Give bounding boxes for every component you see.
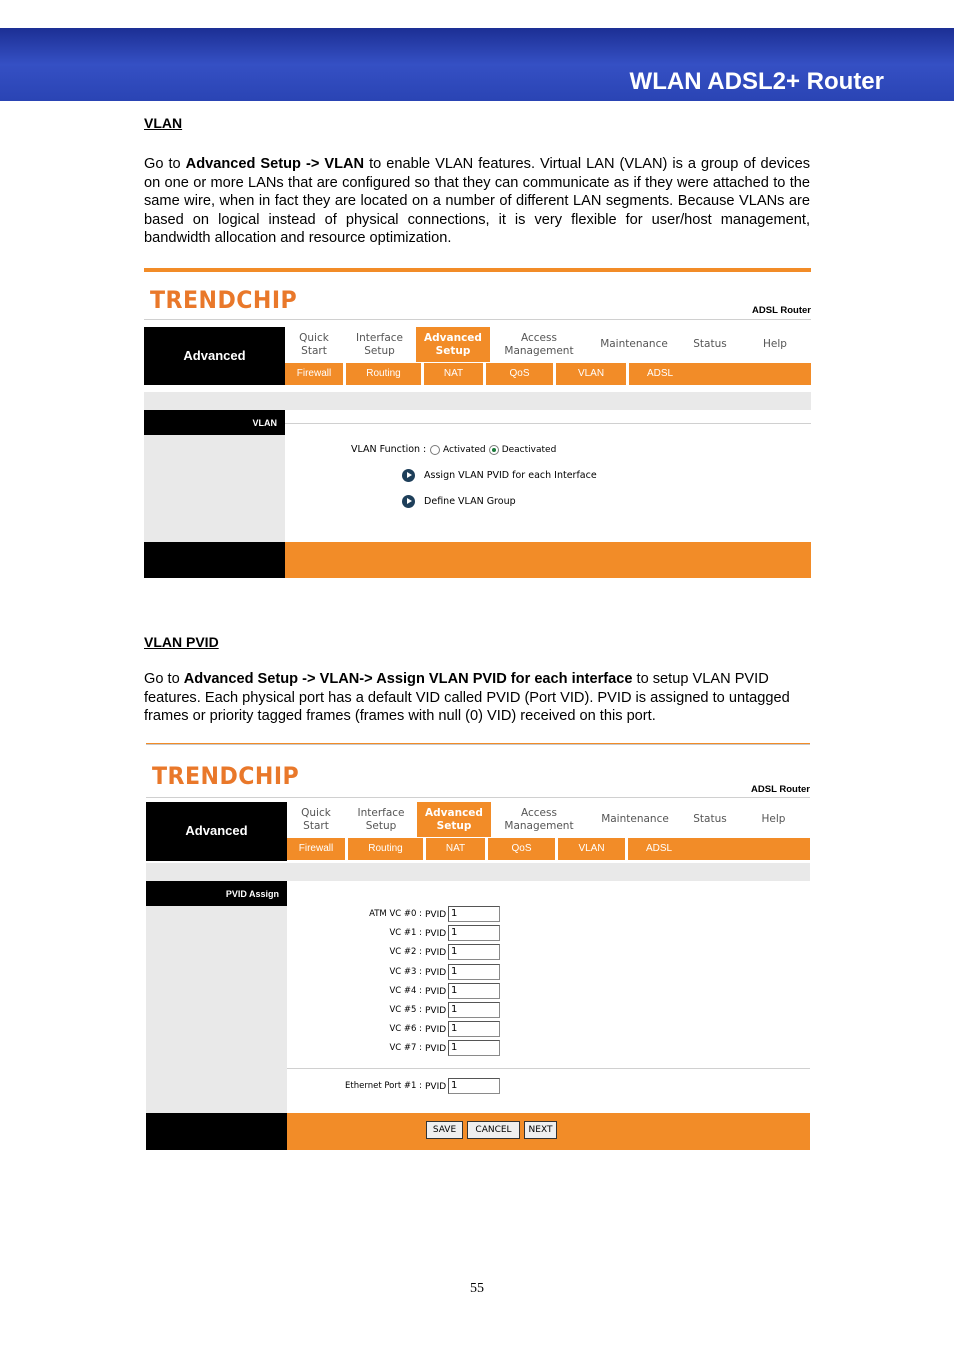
submenu-adsl[interactable]: ADSL: [645, 843, 673, 854]
pvid-label: PVID: [425, 910, 447, 920]
menu-access-management[interactable]: [490, 327, 588, 362]
sub-menu: [287, 838, 810, 860]
menu-label[interactable]: Maintenance: [601, 813, 669, 825]
orange-rule: [144, 268, 811, 272]
menu-access-management[interactable]: [491, 802, 587, 837]
vc-pvid-input[interactable]: 1: [448, 964, 500, 980]
radio-deactivated-label: Deactivated: [501, 445, 557, 455]
submenu-firewall[interactable]: Firewall: [287, 838, 348, 860]
menu-label[interactable]: Interface Setup: [355, 331, 403, 357]
orange-rule: [146, 743, 810, 745]
vc-pvid-input[interactable]: 1: [448, 944, 500, 960]
pvid-paragraph: [144, 670, 810, 726]
vlan-screenshot: [144, 268, 811, 578]
para-text: to enable VLAN features. Virtual LAN (VLAN) is a group of devices on one or more LANs that are configured so that they can communicate as if they were attached to the same wire, when in fact they are located on a number of different LAN segments. Because VLANs are based on logical instead of physical connections, it is very flexible for user/host management, bandwidth allocation and resource optimization.: [144, 156, 811, 246]
menu-maintenance[interactable]: [588, 327, 680, 362]
footer-orange: [285, 542, 811, 578]
link-assign-pvid[interactable]: [402, 469, 597, 482]
section-heading-vlan: VLAN: [144, 115, 183, 131]
submenu-routing[interactable]: Routing: [348, 838, 426, 860]
pvid-screenshot: [146, 743, 810, 1150]
pvid-label: PVID: [425, 948, 447, 959]
product-name: ADSL Router: [751, 784, 810, 795]
submenu-qos[interactable]: QoS: [486, 363, 556, 385]
menu-maintenance[interactable]: [587, 802, 683, 837]
main-menu: [285, 327, 811, 362]
vc-pvid-input[interactable]: 1: [448, 1002, 500, 1018]
menu-label[interactable]: Access Management: [504, 331, 574, 357]
submenu-vlan[interactable]: VLAN: [558, 838, 628, 860]
pvid-label: PVID: [425, 986, 447, 997]
footer-black: [146, 1113, 287, 1150]
divider: [285, 423, 811, 424]
vc-label: VC #3 :: [389, 966, 422, 977]
pvid-label: PVID: [425, 929, 447, 940]
menu-label[interactable]: Help: [761, 813, 786, 825]
menu-label[interactable]: Status: [693, 338, 727, 350]
vc-pvid-input[interactable]: 1: [448, 1040, 500, 1056]
menu-interface-setup[interactable]: [343, 327, 416, 362]
pvid-label: PVID: [425, 1025, 447, 1036]
vc-label: VC #5 :: [389, 1005, 422, 1015]
vc-pvid-input[interactable]: 1: [448, 1021, 500, 1037]
footer-black: [144, 542, 285, 578]
vc-label: ATM VC #0 :: [369, 909, 422, 919]
vc-label: VC #2 :: [389, 947, 422, 958]
cancel-button[interactable]: CANCEL: [467, 1121, 520, 1139]
vc-label: VC #4 :: [389, 985, 422, 996]
submenu-qos[interactable]: QoS: [488, 838, 558, 860]
sub-menu: [285, 363, 811, 385]
product-name: ADSL Router: [752, 305, 811, 316]
side-title: Advanced: [183, 348, 246, 363]
submenu-routing[interactable]: Routing: [346, 363, 424, 385]
submenu-vlan[interactable]: VLAN: [556, 363, 629, 385]
menu-advanced-setup[interactable]: [416, 327, 490, 362]
menu-help[interactable]: [737, 802, 810, 837]
menu-label[interactable]: Access Management: [504, 806, 574, 832]
pvid-label: PVID: [425, 967, 447, 978]
para-text: Go to: [144, 156, 186, 172]
vlan-function-label: VLAN Function :: [351, 444, 427, 455]
submenu-firewall[interactable]: Firewall: [285, 363, 346, 385]
menu-quick-start[interactable]: [287, 802, 345, 837]
vc-label: VC #7 :: [389, 1043, 422, 1054]
vlan-function-radio: [430, 444, 556, 455]
menu-label[interactable]: Quick Start: [299, 331, 329, 357]
menu-status[interactable]: [680, 327, 740, 362]
divider: [144, 319, 811, 320]
submenu-nat[interactable]: NAT: [426, 838, 488, 860]
menu-label[interactable]: Quick Start: [301, 806, 331, 832]
para-bold-path: Advanced Setup -> VLAN-> Assign VLAN PVID for each interface: [183, 671, 633, 687]
pvid-label-cell: [146, 881, 287, 906]
vc-label: VC #1 :: [389, 928, 422, 939]
trendchip-logo: TRENDCHIP: [152, 762, 300, 790]
vlan-label-cell: [144, 410, 285, 435]
section-heading-vlan-pvid: VLAN PVID: [144, 634, 219, 650]
vc-pvid-input[interactable]: 1: [448, 983, 500, 999]
vlan-paragraph: [144, 155, 810, 248]
trendchip-logo: TRENDCHIP: [150, 286, 298, 314]
pvid-assign-label: PVID Assign: [225, 889, 279, 899]
pvid-label: PVID: [425, 1082, 447, 1092]
ethernet-pvid-input[interactable]: 1: [448, 1078, 500, 1094]
arrow-right-icon: [402, 469, 415, 482]
menu-status[interactable]: [683, 802, 737, 837]
main-menu: [287, 802, 810, 837]
page-banner: [0, 28, 954, 101]
divider: [146, 797, 810, 798]
menu-label[interactable]: Help: [763, 338, 787, 350]
save-button[interactable]: SAVE: [426, 1121, 463, 1139]
banner-title: WLAN ADSL2+ Router: [629, 68, 884, 95]
menu-label[interactable]: Advanced Setup: [424, 331, 482, 357]
radio-activated[interactable]: [430, 445, 440, 455]
vc-pvid-input[interactable]: 1: [448, 906, 500, 922]
pvid-label: PVID: [425, 1044, 447, 1055]
side-title: Advanced: [185, 823, 248, 838]
menu-label[interactable]: Advanced Setup: [425, 806, 483, 832]
menu-label[interactable]: Interface Setup: [357, 806, 405, 832]
arrow-right-icon: [402, 495, 415, 508]
menu-label[interactable]: Status: [693, 813, 727, 825]
link-assign-pvid-label[interactable]: Assign VLAN PVID for each Interface: [424, 470, 597, 481]
menu-advanced-setup[interactable]: [417, 802, 491, 837]
para-text: Go to: [144, 671, 184, 687]
menu-label[interactable]: Maintenance: [600, 338, 668, 350]
menu-interface-setup[interactable]: [345, 802, 417, 837]
link-define-group[interactable]: [402, 495, 516, 508]
menu-help[interactable]: [740, 327, 810, 362]
vc-pvid-input[interactable]: 1: [448, 925, 500, 941]
vc-label: VC #6 :: [389, 1024, 422, 1035]
submenu-nat[interactable]: NAT: [424, 363, 486, 385]
ethernet-port-label: Ethernet Port #1 :: [345, 1081, 422, 1091]
radio-activated-label: Activated: [443, 445, 486, 455]
pvid-label: PVID: [425, 1006, 447, 1016]
gray-bar: [144, 392, 811, 410]
para-bold-path: Advanced Setup -> VLAN: [185, 156, 365, 172]
gray-bar: [146, 863, 810, 881]
para-text: to setup VLAN PVID features. Each physical port has a default VID called PVID (Port VID). PVID is assigned to untagged frames or priority tagged frames (frames with null (0) VID) received on this port.: [144, 671, 790, 724]
next-button[interactable]: NEXT: [524, 1121, 557, 1139]
divider: [287, 1068, 810, 1069]
radio-deactivated[interactable]: [489, 445, 499, 455]
vlan-label: VLAN: [252, 418, 277, 428]
page-number: 55: [470, 1281, 484, 1296]
link-define-group-label[interactable]: Define VLAN Group: [424, 496, 516, 507]
left-column: [146, 881, 287, 1113]
menu-quick-start[interactable]: [285, 327, 343, 362]
submenu-adsl[interactable]: ADSL: [646, 368, 674, 379]
